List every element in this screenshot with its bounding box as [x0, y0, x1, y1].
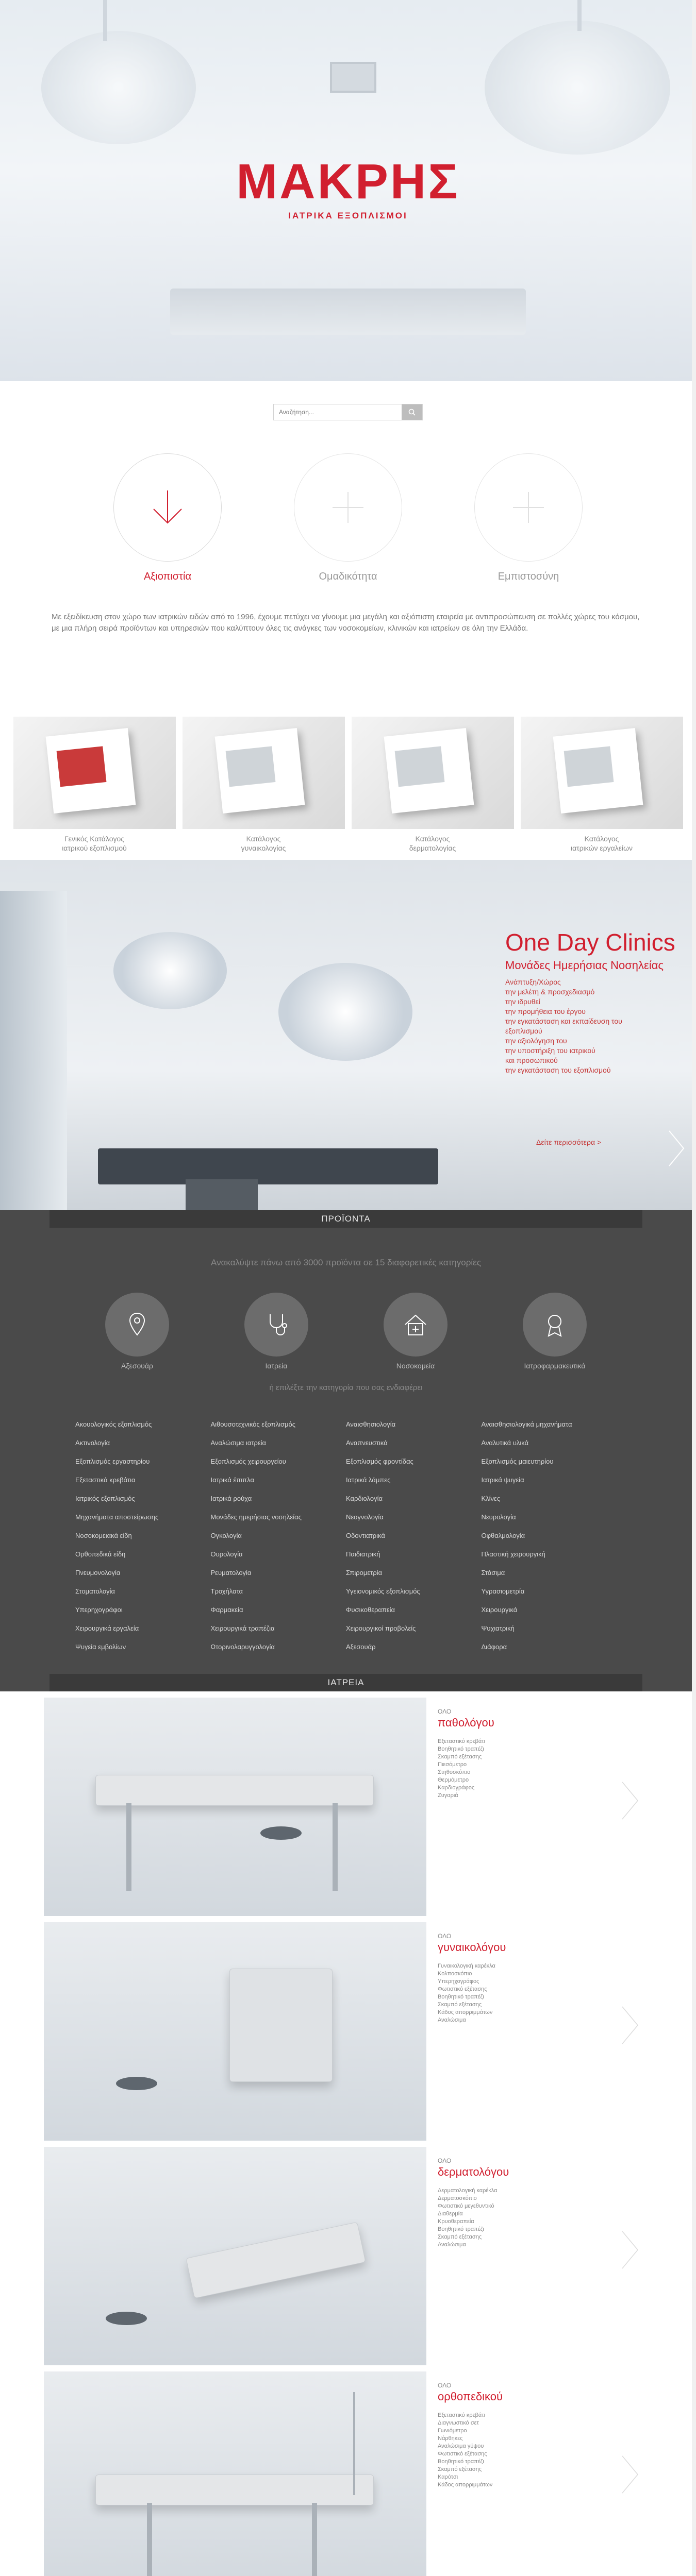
list-item: Στηθοσκόπιο	[438, 1769, 471, 1775]
category-link[interactable]: Ουρολογία	[210, 1550, 243, 1558]
list-item: την υποστήριξη του ιατρικού	[505, 1046, 595, 1055]
category-link[interactable]: Αναλυτικά υλικά	[481, 1439, 529, 1447]
category-link[interactable]: Κλίνες	[481, 1495, 501, 1502]
category-link[interactable]: Υγρασιομετρία	[481, 1587, 525, 1595]
clinics-section	[0, 1674, 692, 2576]
category-link[interactable]: Αναπνευστικά	[346, 1439, 388, 1447]
list-item: την εγκατάσταση του εξοπλισμού	[505, 1065, 611, 1074]
list-item: Καρότσι	[438, 2474, 458, 2480]
clinic-items	[438, 1738, 638, 1800]
lamp-arm	[577, 0, 582, 31]
list-item: εξοπλισμού	[505, 1026, 542, 1035]
monitor	[330, 62, 376, 93]
category-link[interactable]: Νεογνολογία	[346, 1513, 384, 1521]
clinic-row-orthopedist[interactable]	[44, 2371, 648, 2576]
category-link[interactable]: Πλαστική χειρουργική	[481, 1550, 545, 1558]
chevron-down-icon	[144, 484, 191, 531]
clinic-info	[426, 2147, 648, 2365]
list-item: την εγκατάσταση και εκπαίδευση του	[505, 1016, 622, 1025]
category-link[interactable]: Παιδιατρική	[346, 1550, 380, 1558]
house-plus-icon	[401, 1310, 430, 1339]
catalogs-row	[0, 717, 696, 853]
list-item: Υπερηχογράφος	[438, 1978, 479, 1985]
category-link[interactable]: Εξοπλισμός φροντίδας	[346, 1458, 413, 1465]
clinic-image	[44, 2147, 426, 2365]
products-intro: Ανακαλύψτε πάνω από 3000 προϊόντα σε 15 διαφορετικές κατηγορίες	[211, 1258, 481, 1267]
category-link[interactable]: Διάφορα	[481, 1643, 507, 1651]
list-item: Φωτιστικό μεγεθυντικό	[438, 2203, 494, 2209]
clinic-title: δερματολόγου	[438, 2165, 509, 2178]
scrollbar[interactable]	[692, 0, 696, 2576]
lamp-arm	[103, 0, 107, 41]
clinic-image	[44, 1922, 426, 2141]
group-pharma[interactable]	[521, 1293, 588, 1370]
category-link[interactable]: Ιατρικά ρούχα	[210, 1495, 252, 1502]
category-link[interactable]: Υπερηχογράφοι	[75, 1606, 123, 1614]
value-label: Ομαδικότητα	[319, 571, 377, 582]
group-ring	[523, 1293, 587, 1357]
list-item: Γυναικολογική καρέκλα	[438, 1963, 495, 1969]
chevron-right-icon[interactable]	[620, 1780, 640, 1821]
category-link[interactable]: Αναισθησιολογία	[346, 1420, 396, 1428]
group-label: Ιατροφαρμακευτικά	[524, 1362, 586, 1370]
list-item: Φωτιστικό εξέτασης	[438, 2451, 487, 2457]
clinic-number: ΟΛΟ	[438, 1708, 452, 1715]
search-box	[273, 404, 423, 420]
chevron-right-icon[interactable]	[620, 2454, 640, 2495]
category-link[interactable]: Ψυγεία εμβολίων	[75, 1643, 126, 1651]
category-link[interactable]: Ιατρικός εξοπλισμός	[75, 1495, 135, 1502]
chevron-right-icon[interactable]	[620, 2005, 640, 2046]
catalog-image	[13, 717, 176, 829]
category-link[interactable]: Φυσικοθεραπεία	[346, 1606, 395, 1614]
search-input[interactable]	[274, 404, 402, 420]
list-item: Ζυγαριά	[438, 1792, 458, 1799]
list-item: Βοηθητικό τραπέζι	[438, 2226, 484, 2232]
list-item: Διαγνωστικό σετ	[438, 2420, 479, 2426]
list-item: Σκαμπό εξέτασης	[438, 2466, 482, 2472]
clinic-title: παθολόγου	[438, 1716, 494, 1729]
list-item: την αξιολόγηση του	[505, 1036, 567, 1045]
operating-table	[170, 289, 526, 335]
clinic-row-pathologist[interactable]	[44, 1698, 648, 1916]
list-item: Κολποσκόπιο	[438, 1971, 472, 1977]
list-item: Ανάπτυξη/Χώρος	[505, 977, 561, 986]
category-link[interactable]: Καρδιολογία	[346, 1495, 383, 1502]
category-link[interactable]: Εξοπλισμός χειρουργείου	[210, 1458, 286, 1465]
category-link[interactable]: Νευρολογία	[481, 1513, 516, 1521]
category-link[interactable]: Νοσοκομειακά είδη	[75, 1532, 132, 1539]
clinic-items	[438, 1962, 638, 2024]
list-item: Γωνιόμετρο	[438, 2428, 467, 2434]
list-item: Δερματοσκόπιο	[438, 2195, 477, 2201]
category-link[interactable]: Στάσιμα	[481, 1569, 505, 1577]
clinic-rows	[44, 1698, 648, 2576]
catalog-caption: Κατάλογος γυναικολογίας	[241, 835, 286, 852]
list-item: Δερματολογική καρέκλα	[438, 2188, 498, 2194]
group-hospitals[interactable]	[382, 1293, 449, 1370]
list-item: Κάδος απορριμμάτων	[438, 2482, 493, 2488]
clinic-info	[426, 2371, 648, 2576]
category-link[interactable]: Μηχανήματα αποστείρωσης	[75, 1513, 159, 1521]
surgical-lamp-left	[41, 31, 196, 144]
plus-icon	[505, 484, 552, 531]
group-label: Ιατρεία	[265, 1362, 288, 1370]
group-label: Αξεσουάρ	[121, 1362, 153, 1370]
category-link[interactable]: Ορθοπεδικά είδη	[75, 1550, 126, 1558]
category-link[interactable]: Μονάδες ημερήσιας νοσηλείας	[210, 1513, 302, 1521]
category-link[interactable]: Ψυχιατρική	[481, 1624, 515, 1632]
list-item: Πιεσόμετρο	[438, 1761, 467, 1768]
list-item: Βοηθητικό τραπέζι	[438, 1746, 484, 1752]
category-link[interactable]: Αναλώσιμα ιατρεία	[210, 1439, 267, 1447]
group-accessories[interactable]	[104, 1293, 171, 1370]
clinic-image	[44, 1698, 426, 1916]
catalog-caption: Γενικός Κατάλογος ιατρικού εξοπλισμού	[62, 835, 127, 852]
category-link[interactable]: Εξοπλισμός μαιευτηρίου	[481, 1458, 554, 1465]
one-day-clinics-banner	[0, 860, 692, 1210]
category-link[interactable]: Φαρμακεία	[210, 1606, 243, 1614]
catalog-gynecology[interactable]	[183, 717, 345, 853]
category-link[interactable]: Ιατρικά έπιπλα	[210, 1476, 254, 1484]
brand-logo[interactable]	[0, 154, 696, 221]
category-link[interactable]: Ωτορινολαρυγγολογία	[210, 1643, 275, 1651]
catalog-image	[183, 717, 345, 829]
clinic-info	[426, 1698, 648, 1916]
clinic-info	[426, 1922, 648, 2141]
value-circle	[113, 453, 222, 562]
group-ring	[384, 1293, 448, 1357]
one-day-list	[505, 977, 681, 1075]
list-item: την ιδρυθεί	[505, 997, 540, 1006]
category-link[interactable]: Εξεταστικά κρεβάτια	[75, 1476, 136, 1484]
products-title-bar: ΠΡΟΪΟΝΤΑ	[49, 1210, 642, 1228]
clinic-title: ορθοπεδικού	[438, 2390, 503, 2403]
value-reliability[interactable]	[113, 453, 222, 583]
catalog-image	[521, 717, 683, 829]
chevron-right-icon[interactable]	[620, 2229, 640, 2270]
catalog-instruments[interactable]	[521, 717, 683, 853]
category-link[interactable]: Ιατρικά λάμπες	[346, 1476, 391, 1484]
catalog-dermatology[interactable]	[352, 717, 514, 853]
clinic-items	[438, 2187, 638, 2249]
chevron-right-icon[interactable]	[666, 1128, 687, 1169]
brand-name: ΜΑΚΡΗΣ	[236, 154, 460, 209]
clinic-number: ΟΛΟ	[438, 1933, 452, 1940]
list-item: και προσωπικού	[505, 1056, 558, 1064]
category-link[interactable]: Χειρουργικά εργαλεία	[75, 1624, 139, 1632]
products-section	[0, 1210, 692, 1674]
category-link[interactable]: Οφθαλμολογία	[481, 1532, 525, 1539]
category-link[interactable]: Σπιρομετρία	[346, 1569, 383, 1577]
medal-icon	[540, 1310, 569, 1339]
catalog-caption: Κατάλογος ιατρικών εργαλείων	[570, 835, 633, 852]
catalog-general[interactable]	[13, 717, 176, 853]
list-item: Θερμόμετρο	[438, 1777, 469, 1783]
list-item: Κρυοθεραπεία	[438, 2218, 474, 2225]
product-groups	[0, 1293, 692, 1370]
surgical-lamp	[278, 963, 412, 1061]
one-day-more-link[interactable]: Δείτε περισσότερα >	[536, 1138, 602, 1146]
list-item: Βοηθητικό τραπέζι	[438, 1994, 484, 2000]
clinic-number: ΟΛΟ	[438, 2382, 452, 2389]
list-item: Διαθερμία	[438, 2211, 463, 2217]
plus-icon	[325, 484, 371, 531]
category-link[interactable]: Ρευματολογία	[210, 1569, 252, 1577]
one-day-text	[505, 929, 681, 1075]
group-clinics[interactable]	[243, 1293, 310, 1370]
search-button[interactable]	[402, 404, 422, 420]
category-link[interactable]: Αιθουσοτεχνικός εξοπλισμός	[210, 1420, 295, 1428]
value-circle	[294, 453, 402, 562]
list-item: Σκαμπό εξέτασης	[438, 2234, 482, 2240]
group-label: Νοσοκομεία	[396, 1362, 435, 1370]
search-row	[0, 381, 696, 443]
list-item: Νάρθηκες	[438, 2435, 463, 2442]
values-row	[0, 453, 696, 583]
clinic-image	[44, 2371, 426, 2576]
category-link[interactable]: Στοματολογία	[75, 1587, 115, 1595]
list-item: Σκαμπό εξέτασης	[438, 1754, 482, 1760]
clinic-row-gynecologist[interactable]	[44, 1922, 648, 2141]
clinic-title: γυναικολόγου	[438, 1941, 506, 1954]
category-link[interactable]: Χειρουργικοί προβολείς	[346, 1624, 416, 1632]
list-item: Αναλώσιμα	[438, 2242, 466, 2248]
table-base	[186, 1179, 258, 1210]
clinic-number: ΟΛΟ	[438, 2157, 452, 2164]
category-link[interactable]: Αναισθησιολογικά μηχανήματα	[481, 1420, 572, 1428]
list-item: Κάδος απορριμμάτων	[438, 2009, 493, 2015]
about-text: Με εξειδίκευση στον χώρο των ιατρικών ειδών από το 1996, έχουμε πετύχει να γίνουμε μια μεγάλη και αξιόπιστη εταιρεία με αντιπροσώπευση σε πολλές χώρες του κόσμου, με μια πλήρη σειρά προϊόντων και υπηρεσιών που καλύπτουν όλες τις ανάγκες των νοσοκομείων, κλινικών και ιατρείων σε όλη την Ελλάδα.	[52, 613, 640, 633]
list-item: Σκαμπό εξέτασης	[438, 2002, 482, 2008]
category-link[interactable]: Χειρουργικά	[481, 1606, 518, 1614]
category-grid	[75, 1420, 617, 1651]
operating-table	[98, 1148, 438, 1184]
hero-banner	[0, 0, 696, 381]
group-ring	[244, 1293, 308, 1357]
map-pin-icon	[123, 1310, 152, 1339]
category-link[interactable]: Ιατρικά ψυγεία	[481, 1476, 524, 1484]
value-label: Εμπιστοσύνη	[498, 571, 559, 582]
value-label: Αξιοπιστία	[143, 571, 192, 582]
category-link[interactable]: Ογκολογία	[210, 1532, 242, 1539]
value-trust[interactable]	[474, 453, 583, 583]
search-icon	[408, 408, 416, 416]
clinic-row-dermatologist[interactable]	[44, 2147, 648, 2365]
surgical-lamp	[113, 932, 227, 1009]
stethoscope-icon	[262, 1310, 291, 1339]
category-link[interactable]: Υγειονομικός εξοπλισμός	[346, 1587, 420, 1595]
catalog-caption: Κατάλογος δερματολογίας	[409, 835, 456, 852]
clinic-items	[438, 2412, 638, 2489]
catalog-image	[352, 717, 514, 829]
list-item: Καρδιογράφος	[438, 1785, 475, 1791]
list-item: Εξεταστικό κρεβάτι	[438, 2412, 485, 2418]
brand-tagline: ΙΑΤΡΙΚΑ ΕΞΟΠΛΙΣΜΟΙ	[288, 211, 408, 221]
list-item: Φωτιστικό εξέτασης	[438, 1986, 487, 1992]
cabinet-shelf	[0, 891, 67, 1210]
category-link[interactable]: Τροχήλατα	[210, 1587, 243, 1595]
category-link[interactable]: Χειρουργικά τραπέζια	[210, 1624, 275, 1632]
value-teamwork[interactable]	[294, 453, 402, 583]
category-link[interactable]: Ακτινολογία	[75, 1439, 110, 1447]
products-pick: ή επιλέξτε την κατηγορία που σας ενδιαφέρει	[269, 1383, 423, 1392]
category-link[interactable]: Ακουολογικός εξοπλισμός	[75, 1420, 152, 1428]
one-day-subtitle: Μονάδες Ημερήσιας Νοσηλείας	[505, 958, 664, 972]
category-link[interactable]: Πνευμονολογία	[75, 1569, 121, 1577]
surgical-lamp-right	[485, 21, 670, 155]
list-item: Αναλώσιμα γύψου	[438, 2443, 484, 2449]
list-item: την μελέτη & προσχεδιασμό	[505, 987, 595, 996]
value-circle	[474, 453, 583, 562]
list-item: την προμήθεια του έργου	[505, 1007, 586, 1015]
category-link[interactable]: Αξεσουάρ	[346, 1643, 376, 1651]
list-item: Εξεταστικό κρεβάτι	[438, 1738, 485, 1744]
clinics-title-wrap	[0, 1674, 692, 1691]
clinics-title-bar: ΙΑΤΡΕΙΑ	[49, 1674, 642, 1691]
one-day-title: One Day Clinics	[505, 929, 675, 956]
category-link[interactable]: Οδοντιατρικά	[346, 1532, 385, 1539]
list-item: Βοηθητικό τραπέζι	[438, 2459, 484, 2465]
list-item: Αναλώσιμα	[438, 2017, 466, 2023]
category-link[interactable]: Εξοπλισμός εργαστηρίου	[75, 1458, 150, 1465]
group-ring	[105, 1293, 169, 1357]
